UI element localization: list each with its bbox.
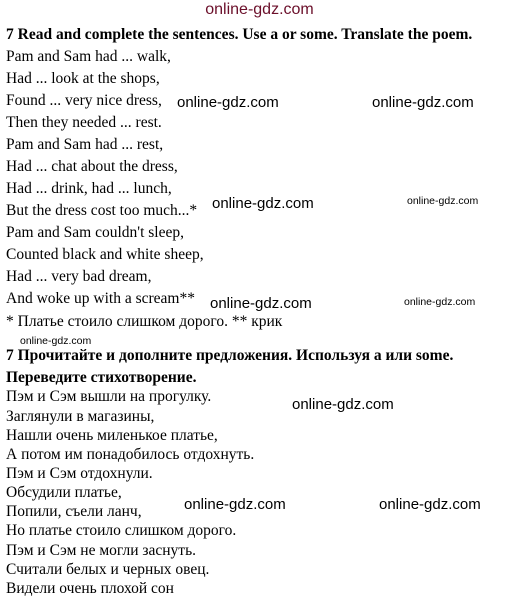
footnote: * Платье стоило слишком дорого. ** крик [6,313,283,330]
translation-line: Обсудили платье, [6,484,122,501]
poem-line: Had ... very bad dream, [6,268,152,285]
poem-line: Had ... look at the shops, [6,70,160,87]
watermark: online-gdz.com [20,335,92,347]
watermark: online-gdz.com [404,296,476,308]
poem-line: Pam and Sam couldn't sleep, [6,224,185,241]
watermark: online-gdz.com [212,195,314,212]
translation-line: Пэм и Сэм вышли на прогулку. [6,388,212,405]
translation-line: Заглянули в магазины, [6,408,155,425]
watermark: online-gdz.com [292,396,394,413]
watermark-top: online-gdz.com [205,1,314,18]
translation-line: Считали белых и черных овец. [6,561,210,578]
translation-line: Попили, съели ланч, [6,503,142,520]
poem-line: Pam and Sam had ... walk, [6,48,171,65]
translation-line: Пэм и Сэм отдохнули. [6,465,153,482]
poem-line: Found ... very nice dress, [6,92,162,109]
poem-line: But the dress cost too much...* [6,202,198,219]
translation-line: А потом им понадобилось отдохнуть. [6,446,255,463]
translation-line: Видели очень плохой сон [6,580,174,597]
poem-line: Pam and Sam had ... rest, [6,136,164,153]
poem-line: Counted black and white sheep, [6,246,204,263]
translation-line: Нашли очень миленькое платье, [6,427,218,444]
task-ru-heading-2: Переведите стихотворение. [6,369,197,386]
watermark: online-gdz.com [407,195,479,207]
poem-line: And woke up with a scream** [6,290,195,307]
poem-line: Had ... drink, had ... lunch, [6,180,172,197]
watermark: online-gdz.com [184,496,286,513]
task-ru-heading-1: 7 Прочитайте и дополните предложения. Используя a или some. [6,347,454,364]
watermark: online-gdz.com [379,496,481,513]
watermark: online-gdz.com [210,295,312,312]
translation-line: Пэм и Сэм не могли заснуть. [6,542,197,559]
watermark: online-gdz.com [177,94,279,111]
poem-line: Had ... chat about the dress, [6,158,178,175]
poem-line: Then they needed ... rest. [6,114,162,131]
watermark: online-gdz.com [372,94,474,111]
translation-line: Но платье стоило слишком дорого. [6,522,237,539]
task-en-heading: 7 Read and complete the sentences. Use a or some. Translate the poem. [6,26,473,43]
